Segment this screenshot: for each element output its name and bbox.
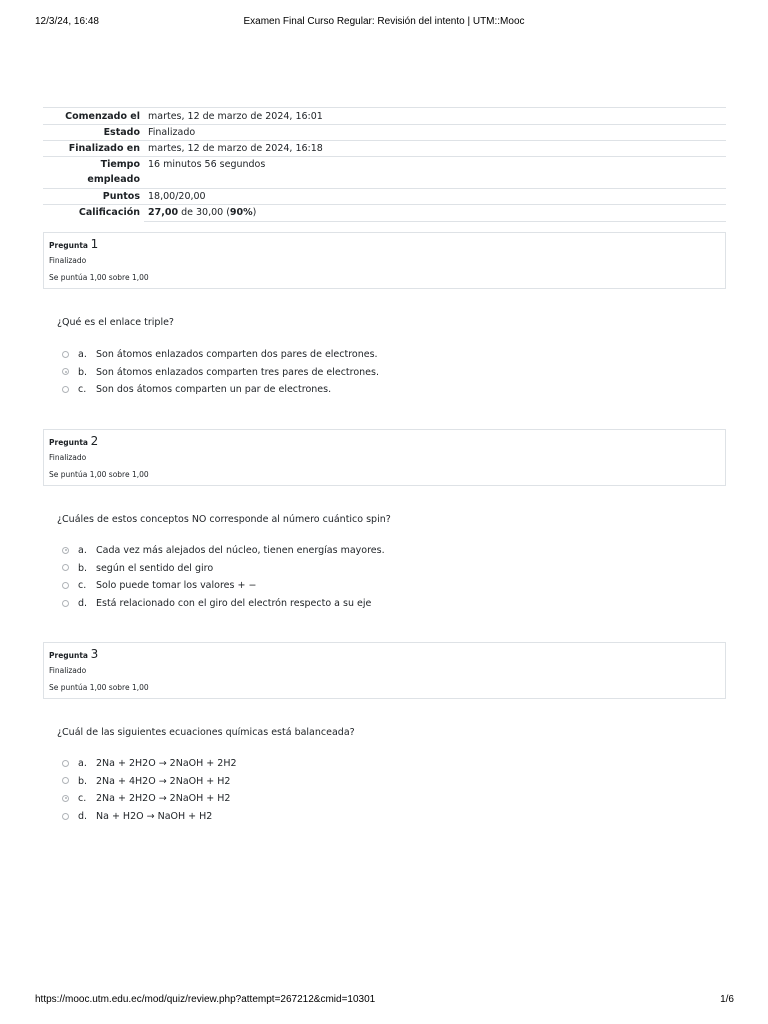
- summary-grade-value: [144, 205, 726, 222]
- question-state: Finalizado: [49, 453, 87, 462]
- question-state: Finalizado: [49, 666, 87, 675]
- summary-row-marks: [43, 189, 726, 205]
- summary-row-started: [43, 108, 726, 125]
- summary-row-completed: [43, 141, 726, 157]
- answer-letter: c.: [78, 793, 87, 805]
- question-number: [49, 434, 98, 448]
- summary-row-state: [43, 125, 726, 141]
- question-info-3: [43, 642, 726, 699]
- answer-text: 2Na + 4H2O → 2NaOH + H2: [96, 775, 231, 787]
- question-info-2: [43, 429, 726, 486]
- radio-selected-icon[interactable]: [62, 547, 69, 554]
- radio-icon[interactable]: [62, 600, 69, 607]
- summary-value: 16 minutos 56 segundos: [144, 157, 726, 189]
- question-label: Pregunta: [49, 241, 88, 250]
- print-url: https://mooc.utm.edu.ec/mod/quiz/review.php?attempt=267212&cmid=10301: [35, 994, 376, 1005]
- radio-selected-icon[interactable]: [62, 368, 69, 375]
- answer-letter: a.: [78, 758, 87, 769]
- summary-row-time-taken: [43, 157, 726, 189]
- question-text: ¿Qué es el enlace triple?: [57, 317, 174, 328]
- summary-row-grade: [43, 205, 726, 222]
- answer-text: Na + H2O → NaOH + H2: [96, 811, 213, 823]
- question-text: ¿Cuáles de estos conceptos NO corresponde al número cuántico spin?: [57, 514, 391, 525]
- print-page-number: 1/6: [720, 994, 734, 1005]
- radio-icon[interactable]: [62, 582, 69, 589]
- answer-text: según el sentido del giro: [96, 562, 214, 574]
- answer-text: Son átomos enlazados comparten dos pares de electrones.: [96, 349, 378, 360]
- answer-letter: d.: [78, 598, 88, 610]
- question-number-value: 3: [90, 647, 99, 661]
- print-datetime: 12/3/24, 16:48: [35, 16, 99, 27]
- summary-label: Finalizado en: [43, 141, 144, 157]
- question-state: Finalizado: [49, 256, 87, 265]
- radio-icon[interactable]: [62, 386, 69, 393]
- answer-letter: c.: [78, 384, 87, 396]
- radio-icon[interactable]: [62, 564, 69, 571]
- answer-text: 2Na + 2H2O → 2NaOH + 2H2: [96, 758, 237, 769]
- question-text: ¿Cuál de las siguientes ecuaciones químicas está balanceada?: [57, 727, 355, 738]
- question-number-value: 1: [90, 237, 99, 251]
- summary-value: martes, 12 de marzo de 2024, 16:18: [144, 141, 726, 157]
- question-number-value: 2: [90, 434, 99, 448]
- answer-letter: c.: [78, 580, 87, 592]
- summary-label: Tiempo empleado: [43, 157, 144, 189]
- question-label: Pregunta: [49, 438, 88, 447]
- radio-selected-icon[interactable]: [62, 795, 69, 802]
- question-grade: Se puntúa 1,00 sobre 1,00: [49, 683, 149, 692]
- answer-letter: d.: [78, 811, 88, 823]
- summary-value: Finalizado: [144, 125, 726, 141]
- summary-value: 18,00/20,00: [144, 189, 726, 205]
- grade-score: 27,00: [148, 207, 179, 218]
- print-page-title: Examen Final Curso Regular: Revisión del intento | UTM::Mooc: [243, 16, 525, 27]
- radio-icon[interactable]: [62, 777, 69, 784]
- question-number: [49, 237, 98, 251]
- answer-text: Son átomos enlazados comparten tres pares de electrones.: [96, 366, 379, 378]
- answer-text: Solo puede tomar los valores + −: [96, 580, 257, 592]
- answer-letter: a.: [78, 545, 87, 556]
- grade-out-of: de 30,00 (: [178, 207, 230, 218]
- answer-letter: b.: [78, 562, 88, 574]
- answer-text: Son dos átomos comparten un par de electrones.: [96, 384, 332, 396]
- attempt-summary-table: [43, 107, 726, 222]
- radio-icon[interactable]: [62, 813, 69, 820]
- question-info-1: [43, 232, 726, 289]
- question-number: [49, 647, 98, 661]
- question-grade: Se puntúa 1,00 sobre 1,00: [49, 273, 149, 282]
- radio-icon[interactable]: [62, 760, 69, 767]
- summary-label: Puntos: [43, 189, 144, 205]
- summary-label: Estado: [43, 125, 144, 141]
- grade-close-paren: ): [252, 207, 257, 218]
- question-label: Pregunta: [49, 651, 88, 660]
- answer-text: Está relacionado con el giro del electrón respecto a su eje: [96, 598, 372, 610]
- summary-value: martes, 12 de marzo de 2024, 16:01: [144, 108, 726, 125]
- print-header: [0, 16, 768, 30]
- answer-letter: b.: [78, 366, 88, 378]
- question-grade: Se puntúa 1,00 sobre 1,00: [49, 470, 149, 479]
- radio-icon[interactable]: [62, 351, 69, 358]
- summary-label: Comenzado el: [43, 108, 144, 125]
- grade-percent: 90%: [229, 207, 253, 218]
- answer-text: Cada vez más alejados del núcleo, tienen energías mayores.: [96, 545, 385, 556]
- summary-label: Calificación: [43, 205, 144, 222]
- answer-letter: a.: [78, 349, 87, 360]
- answer-text: 2Na + 2H2O → 2NaOH + H2: [96, 793, 231, 805]
- print-footer: [0, 994, 768, 1008]
- answer-letter: b.: [78, 775, 88, 787]
